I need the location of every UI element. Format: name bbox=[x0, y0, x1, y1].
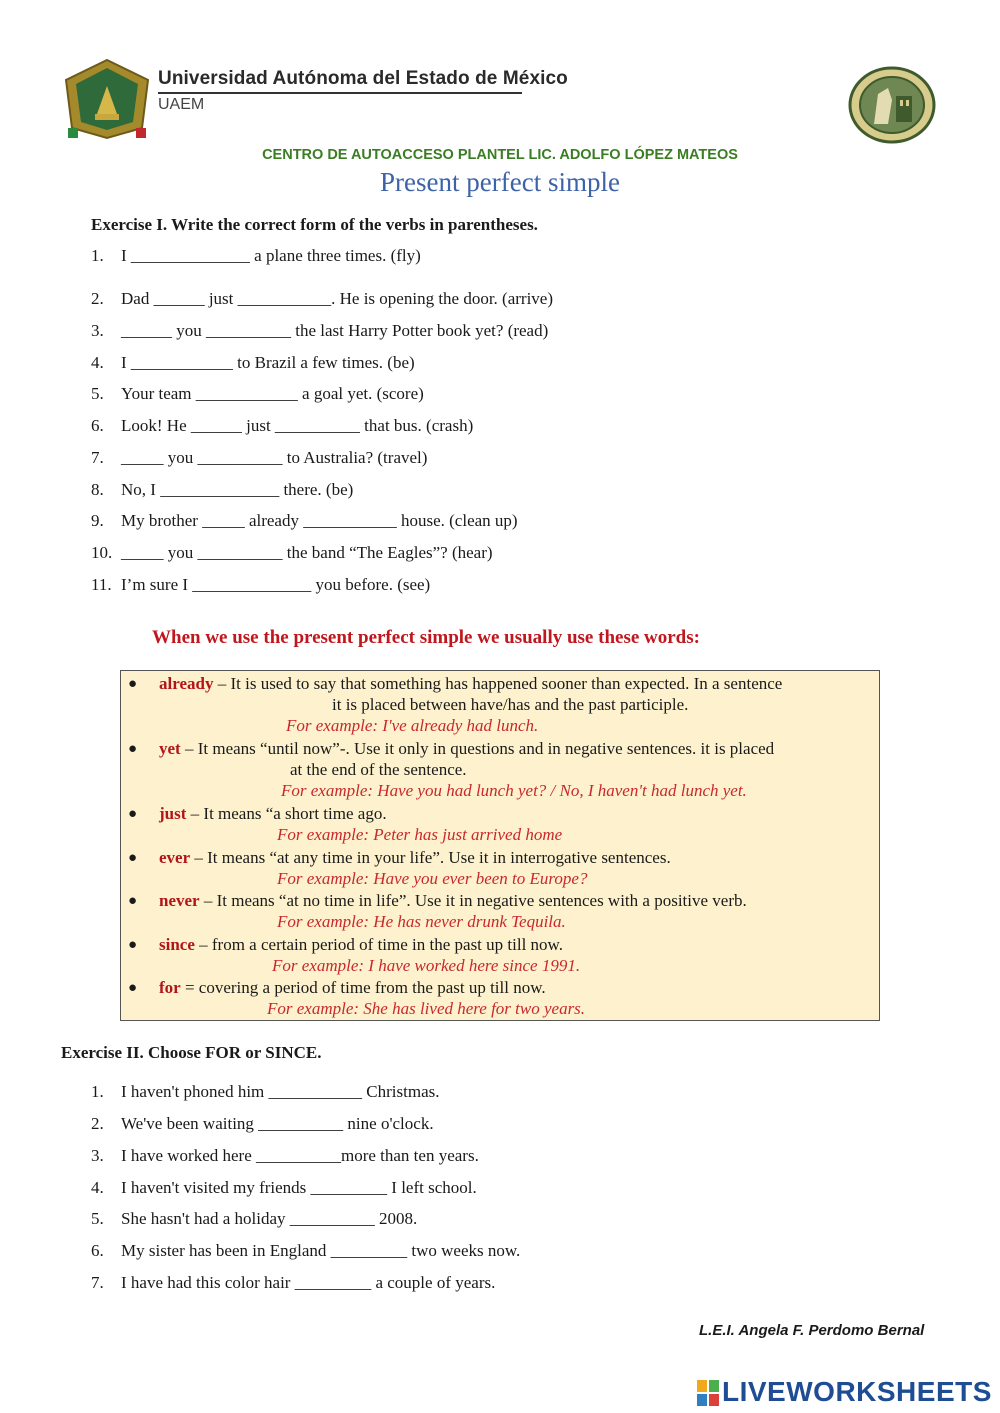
exercise-1-item: 11. I’m sure I ______________ you before. (see) bbox=[91, 575, 431, 594]
exercise-1-item: 2. Dad ______ just ___________. He is opening the door. (arrive) bbox=[91, 289, 554, 308]
center-title: CENTRO DE AUTOACCESO PLANTEL LIC. ADOLFO LÓPEZ MATEOS bbox=[262, 147, 738, 163]
words-section-title: When we use the present perfect simple we usually use these words: bbox=[152, 627, 700, 648]
entry-since: since – from a certain period of time in the past up till now. bbox=[159, 935, 563, 954]
exercise-1-item: 8. No, I ______________ there. (be) bbox=[91, 480, 354, 499]
exercise-2-item: 1. I haven't phoned him ___________ Christmas. bbox=[91, 1082, 440, 1101]
bullet-icon: ● bbox=[128, 806, 138, 822]
entry-just: just – It means “a short time ago. bbox=[159, 804, 387, 823]
bullet-icon: ● bbox=[128, 893, 138, 909]
page-title: Present perfect simple bbox=[380, 167, 620, 197]
bullet-icon: ● bbox=[128, 850, 138, 866]
bullet-icon: ● bbox=[128, 937, 138, 953]
entry-already: already – It is used to say that something has happened sooner than expected. In a sentence bbox=[159, 674, 783, 693]
entry-never: never – It means “at no time in life”. Use it in negative sentences with a positive verb. bbox=[159, 891, 747, 910]
entry-already-desc: it is placed between have/has and the past participle. bbox=[332, 695, 689, 714]
entry-ever-example: For example: Have you ever been to Europe? bbox=[277, 869, 588, 888]
entry-yet-desc: at the end of the sentence. bbox=[290, 760, 467, 779]
entry-never-example: For example: He has never drunk Tequila. bbox=[277, 912, 566, 931]
exercise-1-item: 4. I ____________ to Brazil a few times. (be) bbox=[91, 353, 415, 372]
bullet-icon: ● bbox=[128, 676, 138, 692]
exercise-2-item: 3. I have worked here __________more than ten years. bbox=[91, 1146, 479, 1165]
exercise-2-heading: Exercise II. Choose FOR or SINCE. bbox=[61, 1043, 322, 1062]
bullet-icon: ● bbox=[128, 980, 138, 996]
exercise-2-item: 2. We've been waiting __________ nine o'clock. bbox=[91, 1114, 434, 1133]
exercise-1-heading: Exercise I. Write the correct form of the verbs in parentheses. bbox=[91, 215, 538, 234]
header-divider bbox=[158, 92, 522, 94]
university-name: Universidad Autónoma del Estado de México bbox=[158, 68, 568, 89]
exercise-2-item: 5. She hasn't had a holiday __________ 2008. bbox=[91, 1209, 418, 1228]
exercise-1-item: 5. Your team ____________ a goal yet. (score) bbox=[91, 384, 424, 403]
entry-yet-example: For example: Have you had lunch yet? / No, I haven't had lunch yet. bbox=[281, 781, 747, 800]
exercise-1-item: 9. My brother _____ already ___________ house. (clean up) bbox=[91, 511, 518, 530]
university-abbreviation: UAEM bbox=[158, 96, 205, 113]
entry-since-example: For example: I have worked here since 1991. bbox=[272, 956, 581, 975]
entry-ever: ever – It means “at any time in your life”. Use it in interrogative sentences. bbox=[159, 848, 671, 867]
liveworksheets-brand[interactable]: LIVEWORKSHEETS bbox=[722, 1376, 992, 1407]
entry-already-example: For example: I've already had lunch. bbox=[286, 716, 539, 735]
entry-for: for = covering a period of time from the past up till now. bbox=[159, 978, 546, 997]
exercise-2-item: 7. I have had this color hair _________ a couple of years. bbox=[91, 1273, 496, 1292]
bullet-icon: ● bbox=[128, 741, 138, 757]
entry-yet: yet – It means “until now”-. Use it only in questions and in negative sentences. it is placed bbox=[159, 739, 775, 758]
exercise-1-item: 10. _____ you __________ the band “The Eagles”? (hear) bbox=[91, 543, 493, 562]
exercise-2-item: 6. My sister has been in England _________ two weeks now. bbox=[91, 1241, 521, 1260]
liveworksheets-logo-icon bbox=[697, 1380, 719, 1406]
exercise-1-item: 6. Look! He ______ just __________ that bus. (crash) bbox=[91, 416, 474, 435]
school-seal-logo bbox=[848, 66, 936, 144]
entry-just-example: For example: Peter has just arrived home bbox=[277, 825, 563, 844]
author-signature: L.E.I. Angela F. Perdomo Bernal bbox=[699, 1322, 925, 1339]
exercise-1-item: 3. ______ you __________ the last Harry Potter book yet? (read) bbox=[91, 321, 549, 340]
exercise-1-item: 1. I ______________ a plane three times. (fly) bbox=[91, 246, 421, 265]
uaem-crest-logo bbox=[62, 58, 152, 140]
entry-for-example: For example: She has lived here for two years. bbox=[267, 999, 586, 1018]
exercise-1-item: 7. _____ you __________ to Australia? (travel) bbox=[91, 448, 428, 467]
exercise-2-item: 4. I haven't visited my friends _________ I left school. bbox=[91, 1178, 477, 1197]
